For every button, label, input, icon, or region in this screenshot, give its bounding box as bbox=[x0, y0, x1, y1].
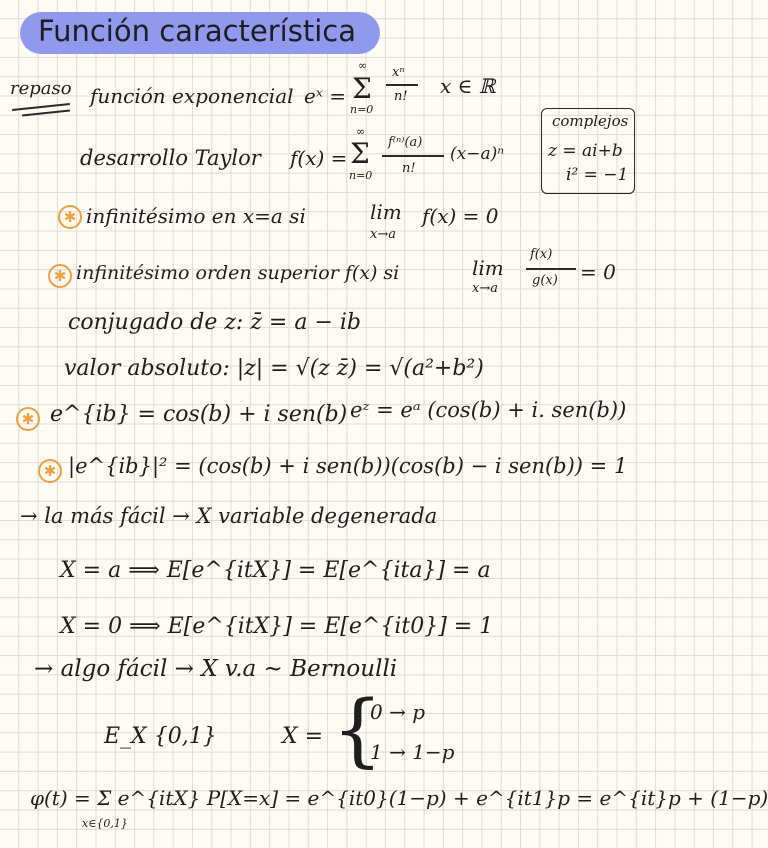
exp-sum-top: ∞ bbox=[358, 59, 368, 72]
higher-order-lim: lim bbox=[472, 256, 504, 280]
absolute-value-line: valor absoluto: |z| = √(z z̄) = √(a²+b²) bbox=[64, 356, 484, 381]
complex-box-line1: z = ai+b bbox=[548, 141, 623, 161]
support-set: E_X {0,1} bbox=[104, 724, 217, 749]
complex-box-line2: i² = −1 bbox=[566, 165, 629, 185]
taylor-frac-bar bbox=[382, 155, 444, 157]
repaso-label: repaso bbox=[10, 78, 72, 99]
bernoulli-case-1: 1 → 1−p bbox=[370, 740, 455, 764]
exp-frac-num: xⁿ bbox=[392, 65, 405, 80]
taylor-frac-num: f⁽ⁿ⁾(a) bbox=[388, 135, 423, 150]
taylor-label: desarrollo Taylor bbox=[80, 146, 261, 170]
exp-function-label: función exponencial bbox=[90, 84, 294, 108]
cases-brace: { bbox=[332, 683, 383, 776]
taylor-sum-bottom: n=0 bbox=[349, 169, 373, 182]
higher-order-def: infinitésimo orden superior f(x) si bbox=[76, 262, 400, 284]
taylor-lhs: f(x) = bbox=[290, 146, 348, 170]
conjugate-line: conjugado de z: z̄ = a − ib bbox=[68, 310, 362, 335]
exp-sum-symbol: Σ bbox=[352, 72, 372, 105]
star-icon: ✱ bbox=[58, 205, 82, 229]
exp-sum-bottom: n=0 bbox=[350, 103, 374, 116]
sum-index-subscript: x∈{0,1} bbox=[82, 817, 128, 830]
infinitesimal-lim: lim bbox=[370, 200, 402, 224]
degenerate-case-0: X = 0 ⟹ E[e^{itX}] = E[e^{it0}] = 1 bbox=[60, 614, 494, 639]
euler-formula: e^{ib} = cos(b) + i sen(b) bbox=[50, 402, 348, 427]
taylor-sum-symbol: Σ bbox=[350, 137, 370, 170]
complex-exponential: eᶻ = eᵃ (cos(b) + i. sen(b)) bbox=[350, 398, 627, 422]
exp-domain: x ∈ ℝ bbox=[440, 74, 496, 98]
star-icon: ✱ bbox=[48, 264, 72, 288]
infinitesimal-lim-sub: x→a bbox=[370, 227, 396, 242]
infinitesimal-def: infinitésimo en x=a si bbox=[86, 204, 306, 228]
bernoulli-lhs: X = bbox=[282, 724, 324, 749]
star-icon: ✱ bbox=[16, 407, 40, 431]
characteristic-function-formula: φ(t) = Σ e^{itX} P[X=x] = e^{it0}(1−p) + e^{it1}p = e^{it}p + (1−p) bbox=[30, 786, 768, 810]
taylor-tail: (x−a)ⁿ bbox=[450, 144, 505, 164]
exp-frac-den: n! bbox=[394, 89, 408, 104]
higher-order-lim-sub: x→a bbox=[472, 281, 498, 296]
degenerate-case-a: X = a ⟹ E[e^{itX}] = E[e^{ita}] = a bbox=[60, 558, 491, 583]
higher-order-frac-bar bbox=[526, 268, 576, 270]
taylor-frac-den: n! bbox=[402, 161, 416, 176]
bernoulli-heading: → algo fácil → X v.a ~ Bernoulli bbox=[34, 656, 398, 682]
higher-order-frac-num: f(x) bbox=[530, 247, 553, 262]
modulus-line: |e^{ib}|² = (cos(b) + i sen(b))(cos(b) − i sen(b)) = 1 bbox=[68, 454, 628, 478]
page-title: Función característica bbox=[38, 14, 356, 48]
star-icon: ✱ bbox=[38, 459, 62, 483]
bernoulli-case-0: 0 → p bbox=[370, 700, 425, 724]
taylor-sum-top: ∞ bbox=[356, 125, 366, 138]
infinitesimal-tail: f(x) = 0 bbox=[422, 204, 499, 228]
degenerate-heading: → la más fácil → X variable degenerada bbox=[20, 504, 438, 528]
exp-lhs: eˣ = bbox=[304, 84, 347, 108]
higher-order-tail: = 0 bbox=[580, 260, 616, 284]
repaso-underline-2 bbox=[22, 109, 70, 116]
higher-order-frac-den: g(x) bbox=[532, 273, 558, 288]
exp-frac-bar bbox=[386, 84, 418, 86]
complex-box-title: complejos bbox=[552, 112, 629, 130]
